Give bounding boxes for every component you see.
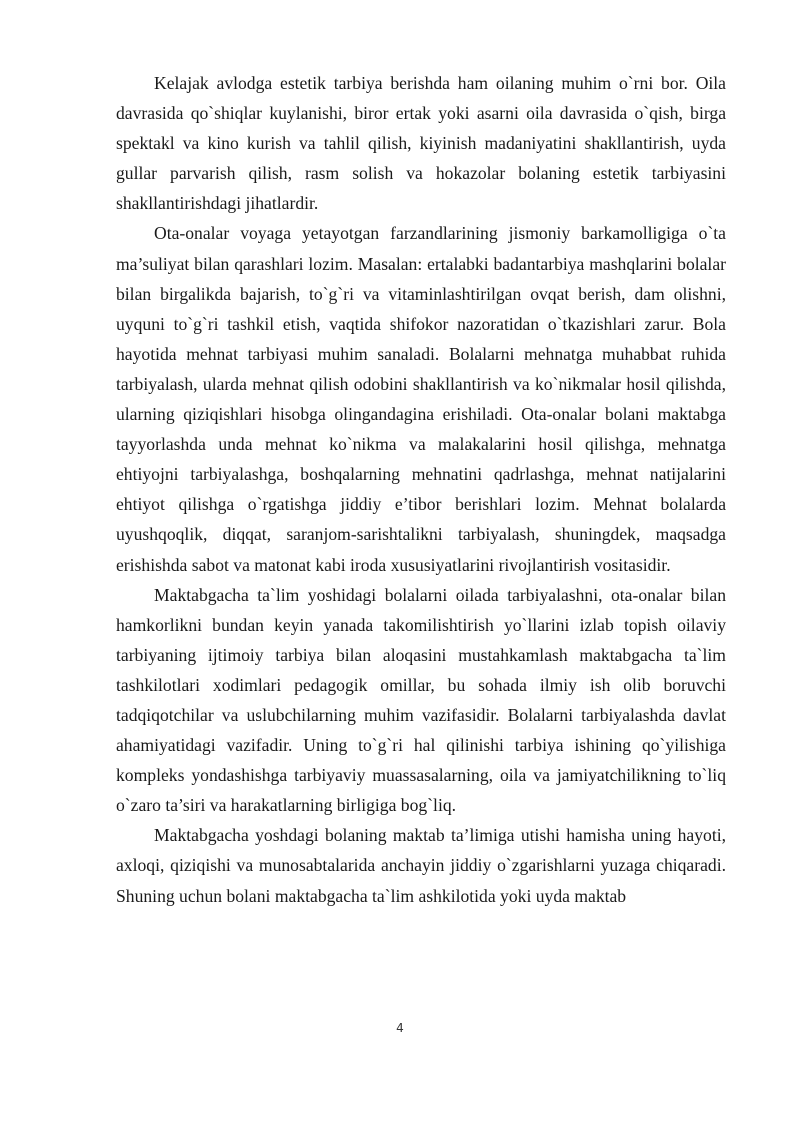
page-number: 4	[396, 1021, 404, 1035]
paragraph-preschool-cooperation: Maktabgacha ta`lim yoshidagi bolalarni oilada tarbiyalashni, ota-onalar bilan hamkorlikni bundan keyin yanada takomilishtirish yo`llarini izlab topish oilaviy tarbiyaning ijtimoiy tarbiya bilan aloqasini mustahkamlash maktabgacha ta`lim tashkilotlari xodimlari pedagogik omillar, bu sohada ilmiy ish olib boruvchi tadqiqotchilar va uslubchilarning muhim vazifasidir. Bolalarni tarbiyalashda davlat ahamiyatidagi vazifadir. Uning to`g`ri hal qilinishi tarbiya ishining qo`yilishiga kompleks yondashishga tarbiyaviy muassasalarning, oila va jamiyatchilikning to`liq o`zaro ta’siri va harakatlarning birligiga bog`liq.	[116, 584, 726, 816]
paragraph-school-transition: Maktabgacha yoshdagi bolaning maktab ta’limiga utishi hamisha uning hayoti, axloqi, qiziqishi va munosabtalarida anchayin jiddiy o`zgarishlarni yuzaga chiqaradi. Shuning uchun bolani maktabgacha ta`lim ashkilotida yoki uyda maktab	[116, 825, 726, 906]
paragraph-aesthetic-education: Kelajak avlodga estetik tarbiya berishda ham oilaning muhim o`rni bor. Oila davrasida qo`shiqlar kuylanishi, biror ertak yoki asarni oila davrasida o`qish, birga spektakl va kino kurish va tahlil qilish, kiyinish madaniyatini shakllantirish, uyda gullar parvarish qilish, rasm solish va hokazolar bolaning estetik tarbiyasini shakllantirishdagi jihatlardir.	[116, 73, 726, 214]
document-body	[116, 68, 726, 911]
paragraph-physical-labor-education: Ota-onalar voyaga yetayotgan farzandlarining jismoniy barkamolligiga o`ta ma’suliyat bilan qarashlari lozim. Masalan: ertalabki badantarbiya mashqlarini bolalar bilan birgalikda bajarish, to`g`ri va vitaminlashtirilgan ovqat berish, dam olishni, uyquni to`g`ri tashkil etish, vaqtida shifokor nazoratidan o`tkazishlari zarur. Bola hayotida mehnat tarbiyasi muhim sanaladi. Bolalarni mehnatga muhabbat ruhida tarbiyalash, ularda mehnat qilish odobini shakllantirish va ko`nikmalar hosil qilishda, ularning qiziqishlari hisobga olingandagina erishiladi. Ota-onalar bolani maktabga tayyorlashda unda mehnat ko`nikma va malakalarini hosil qilishga, mehnatga ehtiyojni tarbiyalashga, boshqalarning mehnatini qadrlashga, mehnat natijalarini ehtiyot qilishga o`rgatishga jiddiy e’tibor berishlari lozim. Mehnat bolalarda uyushqoqlik, diqqat, saranjom-sarishtalikni tarbiyalash, shuningdek, maqsadga erishishda sabot va matonat kabi iroda xususiyatlarini rivojlantirish vositasidir.	[116, 223, 726, 575]
